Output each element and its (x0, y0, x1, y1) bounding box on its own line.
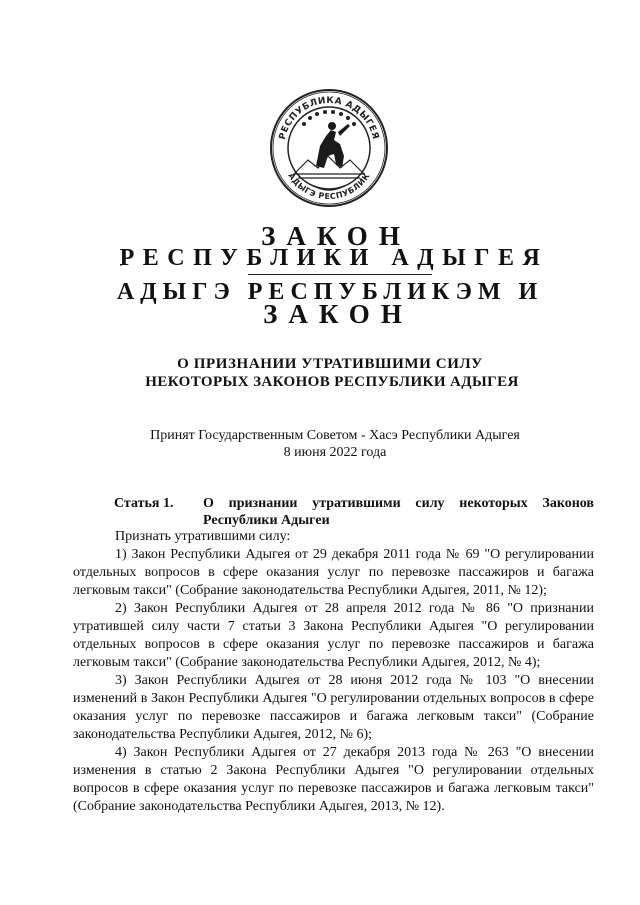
emblem-bottom-text: АДЫГЭ РЕСПУБЛИК (286, 171, 372, 202)
article-label: Статья 1. (114, 496, 174, 511)
adoption-date: 8 июня 2022 года (283, 445, 387, 460)
article-item: 4) Закон Республики Адыгея от 27 декабря 2013 года № 263 "О внесении изменения в статью 2 Закона Республики Адыгея "О регулировании отдельных вопросов в сфере оказания услуг по перевозке пассажиров и багажа легковым такси" (Собрание законодательства Республики Адыгея, 2013, № 12). (73, 745, 594, 814)
law-title-line1: ЗАКОН (261, 221, 411, 251)
emblem-top-text: РЕСПУБЛИКА АДЫГЕЯ (277, 95, 381, 141)
article-title: О признании утратившими силу некоторых Законов Республики Адыгеи (203, 496, 594, 528)
law-title-line4: ЗАКОН (263, 299, 413, 329)
coat-of-arms-emblem (268, 86, 390, 210)
law-subject-line2: НЕКОТОРЫХ ЗАКОНОВ РЕСПУБЛИКИ АДЫГЕЯ (145, 374, 519, 390)
law-title-line2: РЕСПУБЛИКИ АДЫГЕЯ (119, 245, 549, 271)
law-subject-line1: О ПРИЗНАНИИ УТРАТИВШИМИ СИЛУ (177, 356, 483, 372)
article-lead: Признать утратившими силу: (115, 529, 291, 544)
adoption-statement: Принят Государственным Советом - Хасэ Республики Адыгея (150, 428, 520, 443)
article-item: 3) Закон Республики Адыгея от 28 июня 2012 года № 103 "О внесении изменений в Закон Республики Адыгея "О регулировании отдельных вопросов в сфере оказания услуг по перевозке пассажиров и багажа легковым такси" (Собрание законодательства Республики Адыгея, 2012, № 6); (73, 673, 594, 742)
article-item: 1) Закон Республики Адыгея от 29 декабря 2011 года № 69 "О регулировании отдельных вопросов в сфере оказания услуг по перевозке пассажиров и багажа легковым такси" (Собрание законодательства Республики Адыгея, 2011, № 12); (73, 547, 594, 598)
title-divider (248, 274, 432, 275)
article-body (73, 528, 594, 816)
article-item: 2) Закон Республики Адыгея от 28 апреля 2012 года № 86 "О признании утратившей силу части 7 статьи 3 Закона Республики Адыгея "О регулировании отдельных вопросов в сфере оказания услуг по перевозке пассажиров и багажа легковым такси" (Собрание законодательства Республики Адыгея, 2012, № 4); (73, 601, 594, 670)
law-title-line3: АДЫГЭ РЕСПУБЛИКЭМ И (116, 279, 544, 305)
